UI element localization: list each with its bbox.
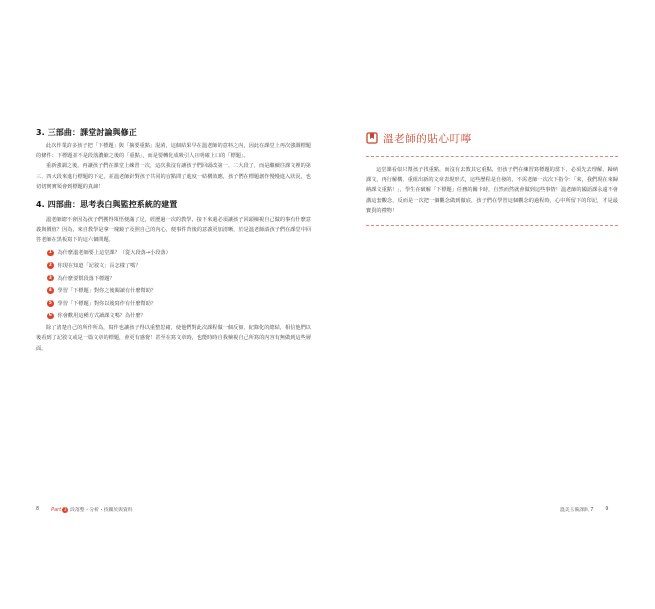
tips-divider-bottom [366, 225, 618, 226]
question-number-badge: 2 [48, 263, 52, 269]
left-page [36, 128, 311, 354]
section-4-heading: 4. 四部曲：思考表白與監控系統的建置 [36, 200, 178, 210]
right-page [366, 128, 618, 234]
question-number-badge: 5 [48, 300, 52, 306]
tips-divider [366, 156, 618, 157]
left-running-title: 段落整・分析・找關於與資料 [70, 508, 133, 513]
question-item [47, 284, 311, 297]
tips-title: 溫老師的貼心叮嚀 [383, 132, 472, 145]
question-item [47, 272, 311, 285]
question-text: 學習「下標題」對你之後閱讀有什麼幫助？ [57, 288, 157, 295]
section-3-paragraph-2: 重新強調之後，再讓孩子們在課堂上練習一次，這次我沒有讓孩子們回頭改第一、二大段了，而是繼續往課文裡的第三、四大段來進行標題的下定，並溫老師針對孩子共同的盲點問了進度一結構效應，孩子們在標題創作慢慢進入狀況，也切切實實領會到標題的真諦！ [36, 163, 311, 190]
section-4-paragraph: 溫老師總不會因為孩子們獲得領悟便滿了足，經歷過一次的教學，接下來還必須讓孩子回頭檢視自己做的事有什麼意義與價值？因為，來自教學是拿一塊鏡子及照自己的內心，便事件背後的意義更加清晰，於是溫老師請孩子們在課堂中回答老師在黑板寫下的這六個問題。 [36, 217, 311, 244]
tips-paragraph: 這堂課看似只幫孩子找重點，而沒有去教其它重點，但孩子們在練習寫標題的當下，必須先去理解、歸納課文，再行解構、重組出新的文章表現形式，這些歷程是自發的，不需老師一次次下指令：「來，我們現在來歸納課文重點！」，學生在破解「下標題」任務的關卡時，自然而然就會做到這些事情！溫老師的國語課永遠不會講這套觀念，反而是一次把一個觀念做到徹底，孩子們在學習這個觀念的過程時，心中所留下的印記，才是最寶貴的禮物！ [366, 167, 618, 214]
question-item [47, 310, 311, 323]
question-item [47, 247, 311, 260]
question-number-badge: 1 [48, 250, 52, 256]
tips-header [366, 128, 618, 148]
question-list [36, 247, 311, 323]
left-page-footer [36, 506, 133, 513]
question-text: 你現在知道「記敘文」長怎樣了嗎？ [57, 263, 141, 270]
section-3-heading: 3. 三部曲：課堂討論與修正 [36, 128, 137, 137]
section-4-closing-paragraph: 除了清楚自己的所作所為，寫作也讓孩子得以重整思緒，使他們對此次課程做一個反芻、紀錄化的總結，相信他們以後看到了記敘文或是一篇文章的標題，會更有感覺！甚至在寫文章時，也能時時自我檢視自己所寫的內容有無做到這些層面。 [36, 325, 311, 352]
question-text: 你會歡用這種方式讀課文嗎？為什麼？ [57, 313, 146, 320]
question-text: 學習「下標題」對你以後寫作有什麼幫助？ [57, 300, 157, 307]
red-bookmark-icon [366, 132, 378, 144]
part-number-badge: 3 [63, 507, 67, 512]
question-number-badge: 3 [48, 275, 52, 281]
section-3-paragraph-1: 此次作業許多孩子把「下標題」與「摘要重點」混淆，這個結果早在溫老師的意料之內，因此在課堂上再次強調標題的條件：下標題並不是段落濃縮之後的「重點」，而是要轉化成吸引人且明確上口的「標題」。 [36, 143, 311, 160]
part-label: Part [51, 506, 62, 513]
right-page-footer [560, 506, 608, 513]
question-number-badge: 4 [48, 288, 52, 294]
left-page-number: 8 [36, 507, 40, 512]
question-text: 為什麼要幫段落下標題？ [57, 275, 115, 282]
right-running-title: 溫美玉備課趴 7 [560, 508, 594, 513]
question-number-badge: 6 [48, 313, 52, 319]
right-page-number: 9 [605, 507, 609, 512]
question-text: 為什麼溫老師要上這堂課？（從大段落→小段落） [57, 250, 171, 257]
section-4 [36, 200, 311, 354]
question-item [47, 259, 311, 272]
question-item [47, 297, 311, 310]
section-3 [36, 128, 311, 192]
